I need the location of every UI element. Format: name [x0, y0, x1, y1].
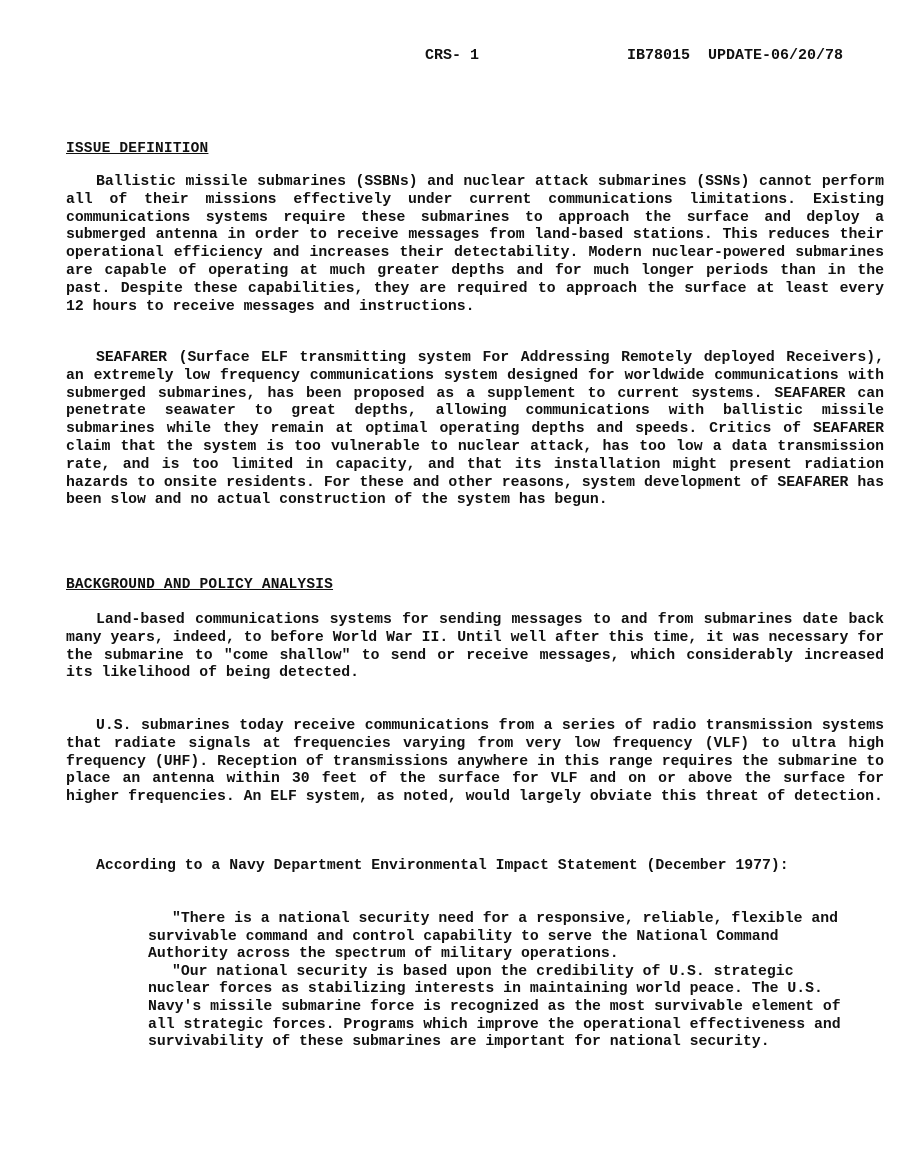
issue-definition-heading: ISSUE DEFINITION [66, 141, 209, 157]
background-paragraph-1: Land-based communications systems for sending messages to and from submarines date back many years, indeed, to before World War II. Until well after this time, it was necessary for the submarine to "come shallow" to send or receive messages, which considerably increased its likelihood of being detected. [66, 612, 884, 682]
report-code: CRS- 1 [425, 47, 480, 64]
background-paragraph-3: According to a Navy Department Environmental Impact Statement (December 1977): [96, 858, 789, 874]
page-header [0, 47, 920, 69]
eis-quotation [148, 911, 848, 1052]
quote-paragraph-1: "There is a national security need for a responsive, reliable, flexible and survivable command and control capability to serve the National Command Authority across the spectrum of military operations. [148, 911, 838, 963]
issue-definition-paragraph-2: SEAFARER (Surface ELF transmitting system For Addressing Remotely deployed Receivers), an extremely low frequency communications system designed for worldwide communications with submerged submarines, has been proposed as a supplement to current systems. SEAFARER can penetrate seawater to great depths, allowing communications with ballistic missile submarines while they remain at optimal operating depths and speeds. Critics of SEAFARER claim that the system is too vulnerable to nuclear attack, has too low a data transmission rate, and is too limited in capacity, and that its installation might present radiation hazards to onsite residents. For these and other reasons, system development of SEAFARER has been slow and no actual construction of the system has begun. [66, 350, 884, 509]
issue-definition-paragraph-1: Ballistic missile submarines (SSBNs) and nuclear attack submarines (SSNs) cannot perform all of their missions effectively under current communications limitations. Existing communications systems require these submarines to approach the surface and deploy a submerged antenna in order to receive messages from land-based stations. This reduces their operational efficiency and increases their detectability. Modern nuclear-powered submarines are capable of operating at much greater depths and for much longer periods than in the past. Despite these capabilities, they are required to approach the surface at least every 12 hours to receive messages and instructions. [66, 174, 884, 315]
background-paragraph-2: U.S. submarines today receive communications from a series of radio transmission systems that radiate signals at frequencies varying from very low frequency (VLF) to ultra high frequency (UHF). Reception of transmissions anywhere in this range requires the submarine to place an antenna within 30 feet of the surface for VLF and on or above the surface for higher frequencies. An ELF system, as noted, would largely obviate this threat of detection. [66, 718, 884, 806]
background-heading: BACKGROUND AND POLICY ANALYSIS [66, 577, 334, 593]
quote-paragraph-2: "Our national security is based upon the credibility of U.S. strategic nuclear forces as stabilizing interests in maintaining world peace. The U.S. Navy's missile submarine force is recognized as the most survivable element of all strategic forces. Programs which improve the operational effectiveness and survivability of these submarines are important for national security. [148, 963, 841, 1051]
issue-brief-update: IB78015 UPDATE-06/20/78 [627, 47, 844, 64]
